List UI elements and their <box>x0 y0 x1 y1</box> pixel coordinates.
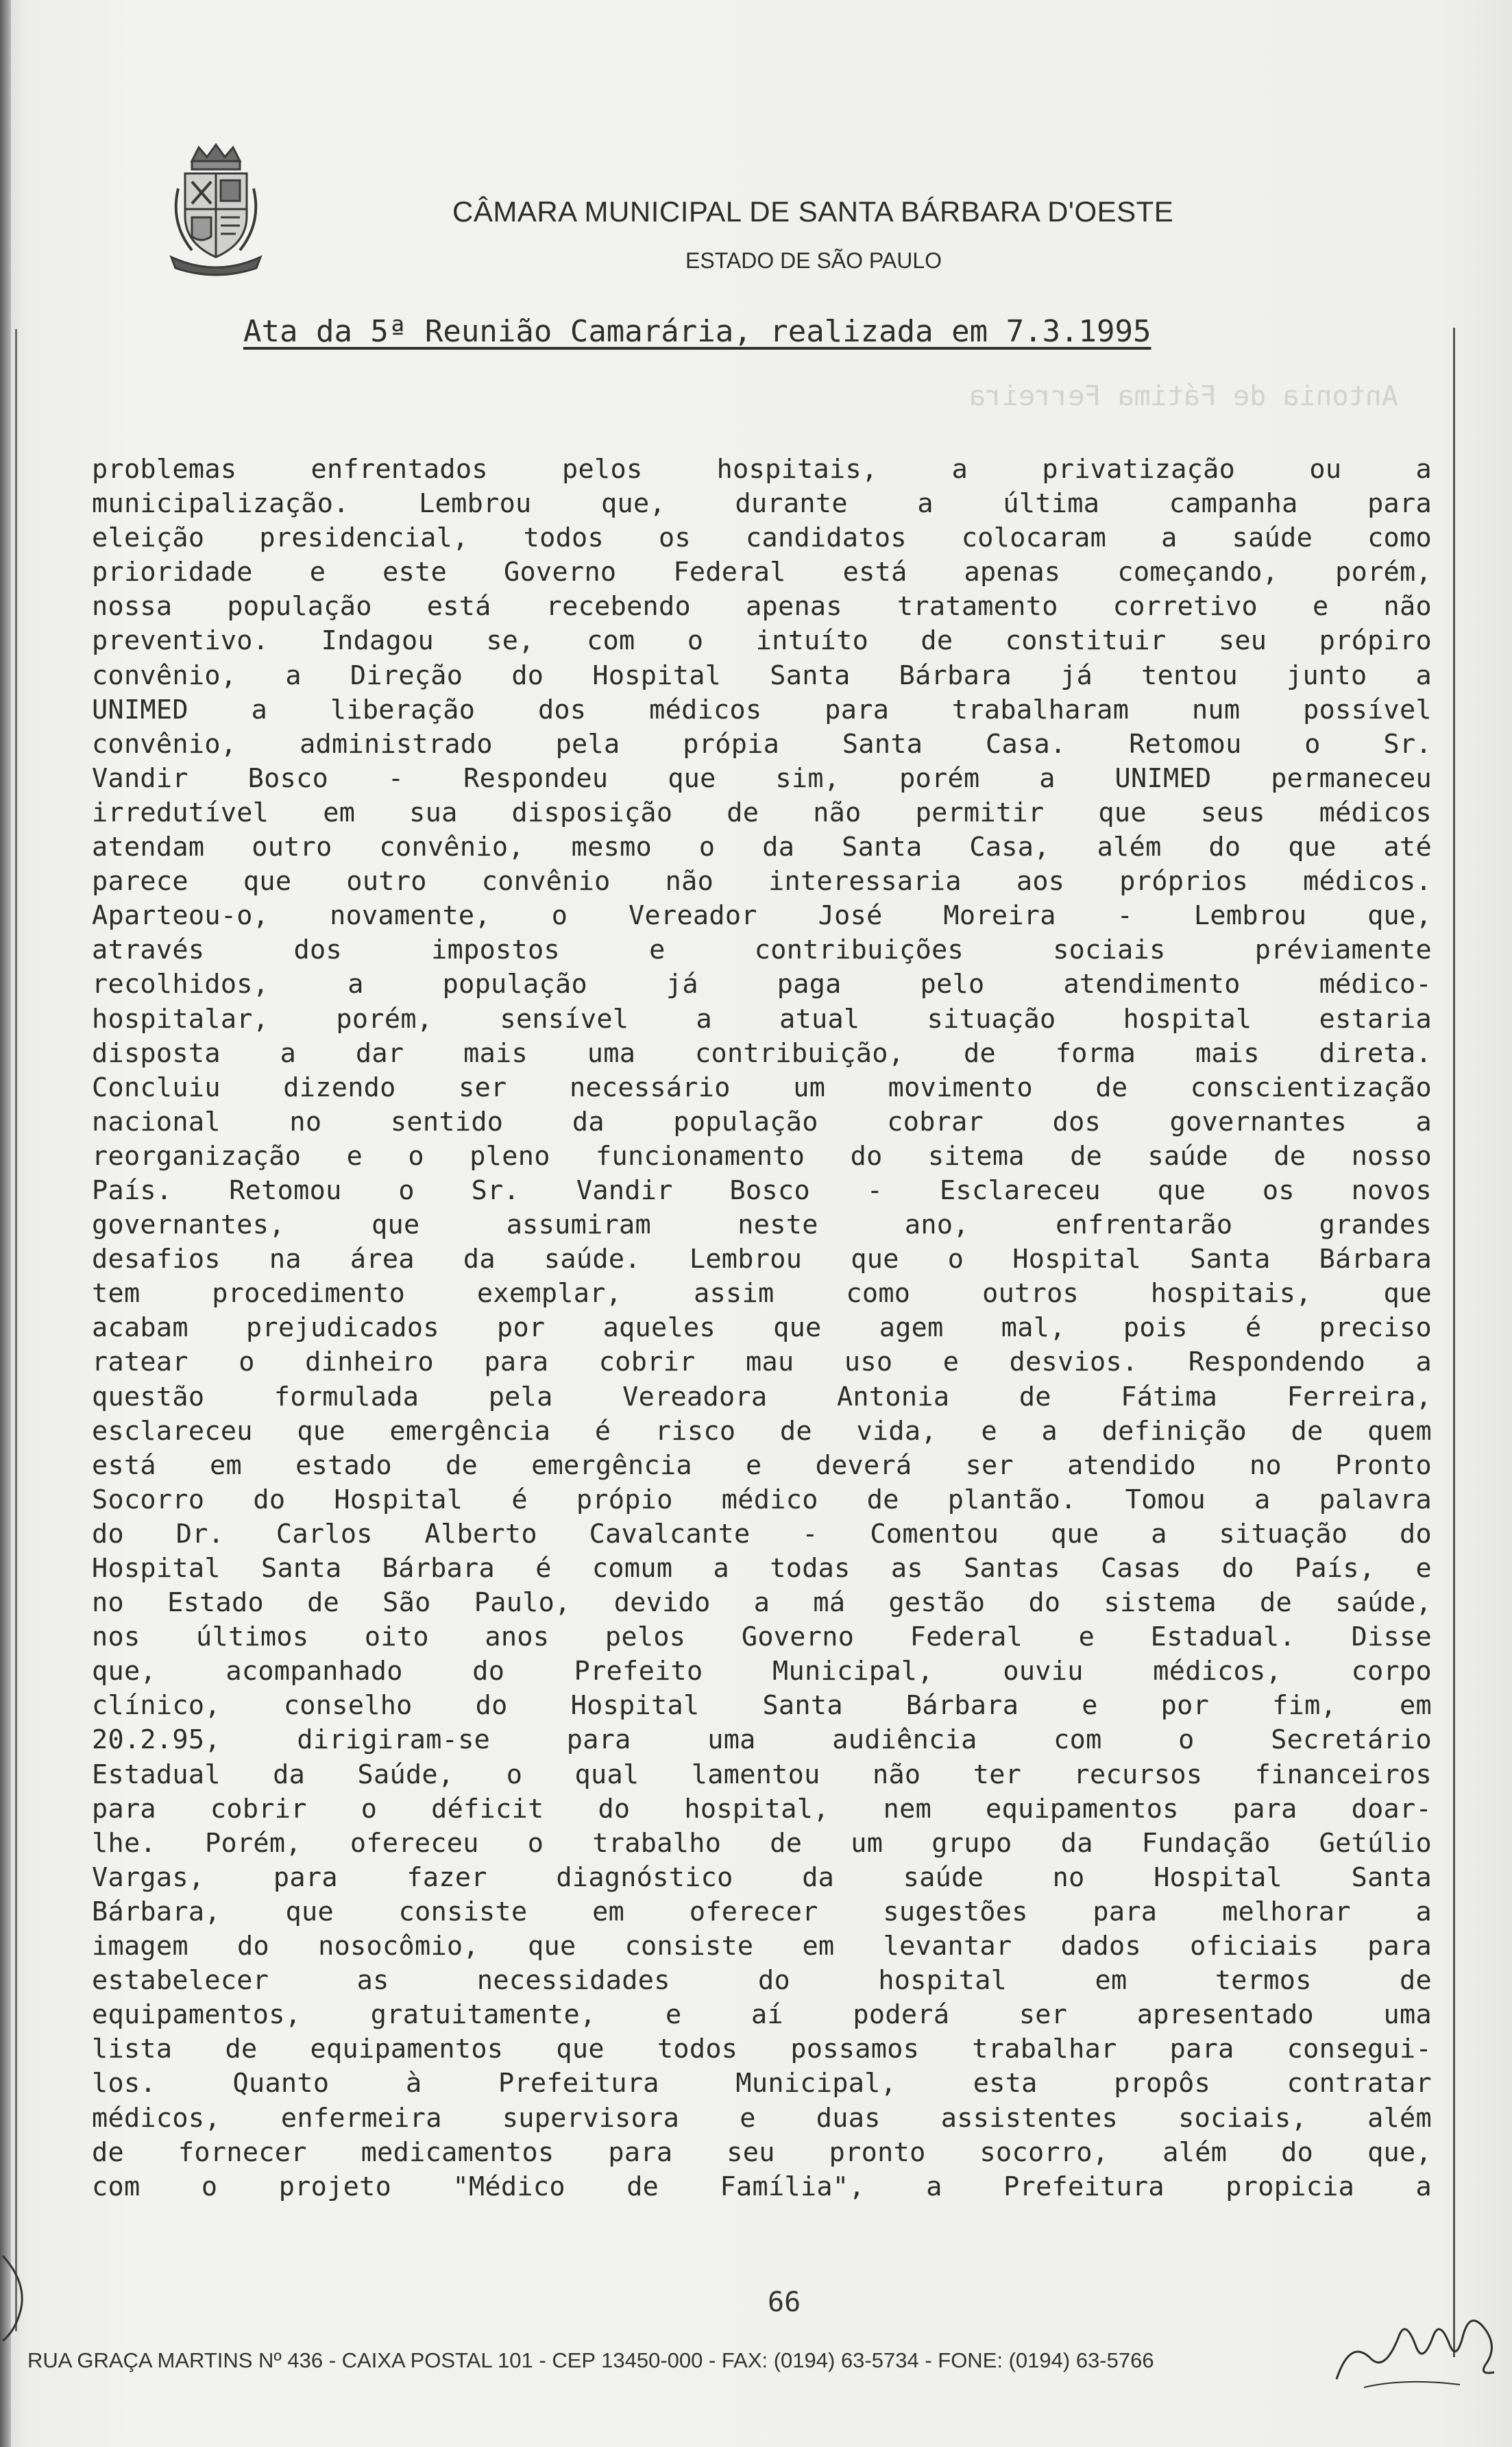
text-line: equipamentos, gratuitamente, e aí poderá ser apresentado uma <box>92 1999 1432 2031</box>
text-line: Estadual da Saúde, o qual lamentou não ter recursos financeiros <box>92 1759 1432 1790</box>
text-line: convênio, a Direção do Hospital Santa Bárbara já tentou junto a <box>92 660 1432 691</box>
text-line: los. Quanto à Prefeitura Municipal, esta propôs contratar <box>92 2068 1432 2099</box>
text-line: Hospital Santa Bárbara é comum a todas as Santas Casas do País, e <box>92 1553 1432 1584</box>
text-line: médicos, enfermeira supervisora e duas assistentes sociais, além <box>92 2102 1432 2134</box>
text-line: lista de equipamentos que todos possamos trabalhar para consegui- <box>92 2034 1432 2065</box>
text-line: para cobrir o déficit do hospital, nem equipamentos para doar- <box>92 1793 1432 1824</box>
text-line: parece que outro convênio não interessaria aos próprios médicos. <box>92 866 1432 897</box>
text-line: do Dr. Carlos Alberto Cavalcante - Comentou que a situação do <box>92 1518 1432 1550</box>
text-line: Vargas, para fazer diagnóstico da saúde no Hospital Santa <box>92 1861 1432 1893</box>
page-number: 66 <box>768 2287 801 2318</box>
text-line: Aparteou-o, novamente, o Vereador José Moreira - Lembrou que, <box>92 900 1432 932</box>
left-margin-rule <box>15 329 17 2331</box>
text-line: 20.2.95, dirigiram-se para uma audiência com o Secretário <box>92 1724 1432 1756</box>
scan-edge-shadow <box>0 0 11 2447</box>
text-line: lhe. Porém, ofereceu o trabalho de um grupo da Fundação Getúlio <box>92 1827 1432 1859</box>
binding-mark-icon <box>0 2249 41 2345</box>
text-line: hospitalar, porém, sensível a atual situação hospital estaria <box>92 1003 1432 1035</box>
text-line: questão formulada pela Vereadora Antonia de Fátima Ferreira, <box>92 1381 1432 1412</box>
text-line: através dos impostos e contribuições sociais préviamente <box>92 935 1432 966</box>
text-line: reorganização e o pleno funcionamento do sitema de saúde de nosso <box>92 1140 1432 1172</box>
text-line: acabam prejudicados por aqueles que agem mal, pois é preciso <box>92 1312 1432 1344</box>
text-line: estabelecer as necessidades do hospital em termos de <box>92 1965 1432 1997</box>
text-line: UNIMED a liberação dos médicos para trabalharam num possível <box>92 694 1432 725</box>
text-line: no Estado de São Paulo, devido a má gestão do sistema de saúde, <box>92 1587 1432 1619</box>
footer-address: RUA GRAÇA MARTINS Nº 436 - CAIXA POSTAL 101 - CEP 13450-000 - FAX: (0194) 63-5734 - FONE: (0194) 63-5766 <box>27 2348 1154 2372</box>
right-margin-rule <box>1453 328 1455 2357</box>
state-name: ESTADO DE SÃO PAULO <box>685 248 942 273</box>
text-line: nos últimos oito anos pelos Governo Federal e Estadual. Disse <box>92 1622 1432 1653</box>
text-line: municipalização. Lembrou que, durante a última campanha para <box>92 488 1432 520</box>
text-line: está em estado de emergência e deverá ser atendido no Pronto <box>92 1449 1432 1481</box>
text-line: Bárbara, que consiste em oferecer sugestões para melhorar a <box>92 1896 1432 1927</box>
text-line: País. Retomou o Sr. Vandir Bosco - Esclareceu que os novos <box>92 1174 1432 1206</box>
text-line: desafios na área da saúde. Lembrou que o Hospital Santa Bárbara <box>92 1244 1432 1275</box>
text-line: nossa população está recebendo apenas tratamento corretivo e não <box>92 591 1432 623</box>
text-line: convênio, administrado pela própia Santa Casa. Retomou o Sr. <box>92 728 1432 760</box>
text-line: esclareceu que emergência é risco de vida, e a definição de quem <box>92 1415 1432 1447</box>
coat-of-arms-icon <box>164 141 267 278</box>
text-line: prioridade e este Governo Federal está apenas começando, porém, <box>92 557 1432 588</box>
minutes-body <box>92 453 1432 2204</box>
text-line: eleição presidencial, todos os candidatos colocaram a saúde como <box>92 522 1432 554</box>
text-line: atendam outro convênio, mesmo o da Santa Casa, além do que até <box>92 832 1432 863</box>
text-line: Concluiu dizendo ser necessário um movimento de conscientização <box>92 1072 1432 1103</box>
institution-name: CÂMARA MUNICIPAL DE SANTA BÁRBARA D'OESTE <box>452 195 1174 228</box>
signature-icon <box>1323 2297 1508 2400</box>
text-line: irredutível em sua disposição de não permitir que seus médicos <box>92 797 1432 828</box>
text-line: preventivo. Indagou se, com o intuíto de constituir seu própiro <box>92 625 1432 657</box>
text-line: nacional no sentido da população cobrar dos governantes a <box>92 1106 1432 1137</box>
text-line: ratear o dinheiro para cobrir mau uso e desvios. Respondendo a <box>92 1347 1432 1378</box>
minutes-title: Ata da 5ª Reunião Camarária, realizada em 7.3.1995 <box>243 314 1151 349</box>
text-line: que, acompanhado do Prefeito Municipal, ouviu médicos, corpo <box>92 1656 1432 1687</box>
text-line: de fornecer medicamentos para seu pronto socorro, além do que, <box>92 2136 1432 2168</box>
text-line: recolhidos, a população já paga pelo atendimento médico- <box>92 969 1432 1000</box>
text-line: problemas enfrentados pelos hospitais, a privatização ou a <box>92 454 1432 485</box>
text-line: com o projeto "Médico de Família", a Prefeitura propicia a <box>92 2171 1432 2202</box>
text-line: governantes, que assumiram neste ano, enfrentarão grandes <box>92 1209 1432 1241</box>
text-line: Vandir Bosco - Respondeu que sim, porém a UNIMED permaneceu <box>92 762 1432 794</box>
text-line: disposta a dar mais uma contribuição, de forma mais direta. <box>92 1037 1432 1069</box>
text-line: tem procedimento exemplar, assim como outros hospitais, que <box>92 1278 1432 1310</box>
text-line: Socorro do Hospital é própio médico de plantão. Tomou a palavra <box>92 1484 1432 1515</box>
text-line: clínico, conselho do Hospital Santa Bárbara e por fim, em <box>92 1690 1432 1722</box>
bleed-through-text: Antonia de Fátima Ferreira <box>968 381 1398 412</box>
text-line: imagem do nosocômio, que consiste em levantar dados oficiais para <box>92 1931 1432 1962</box>
